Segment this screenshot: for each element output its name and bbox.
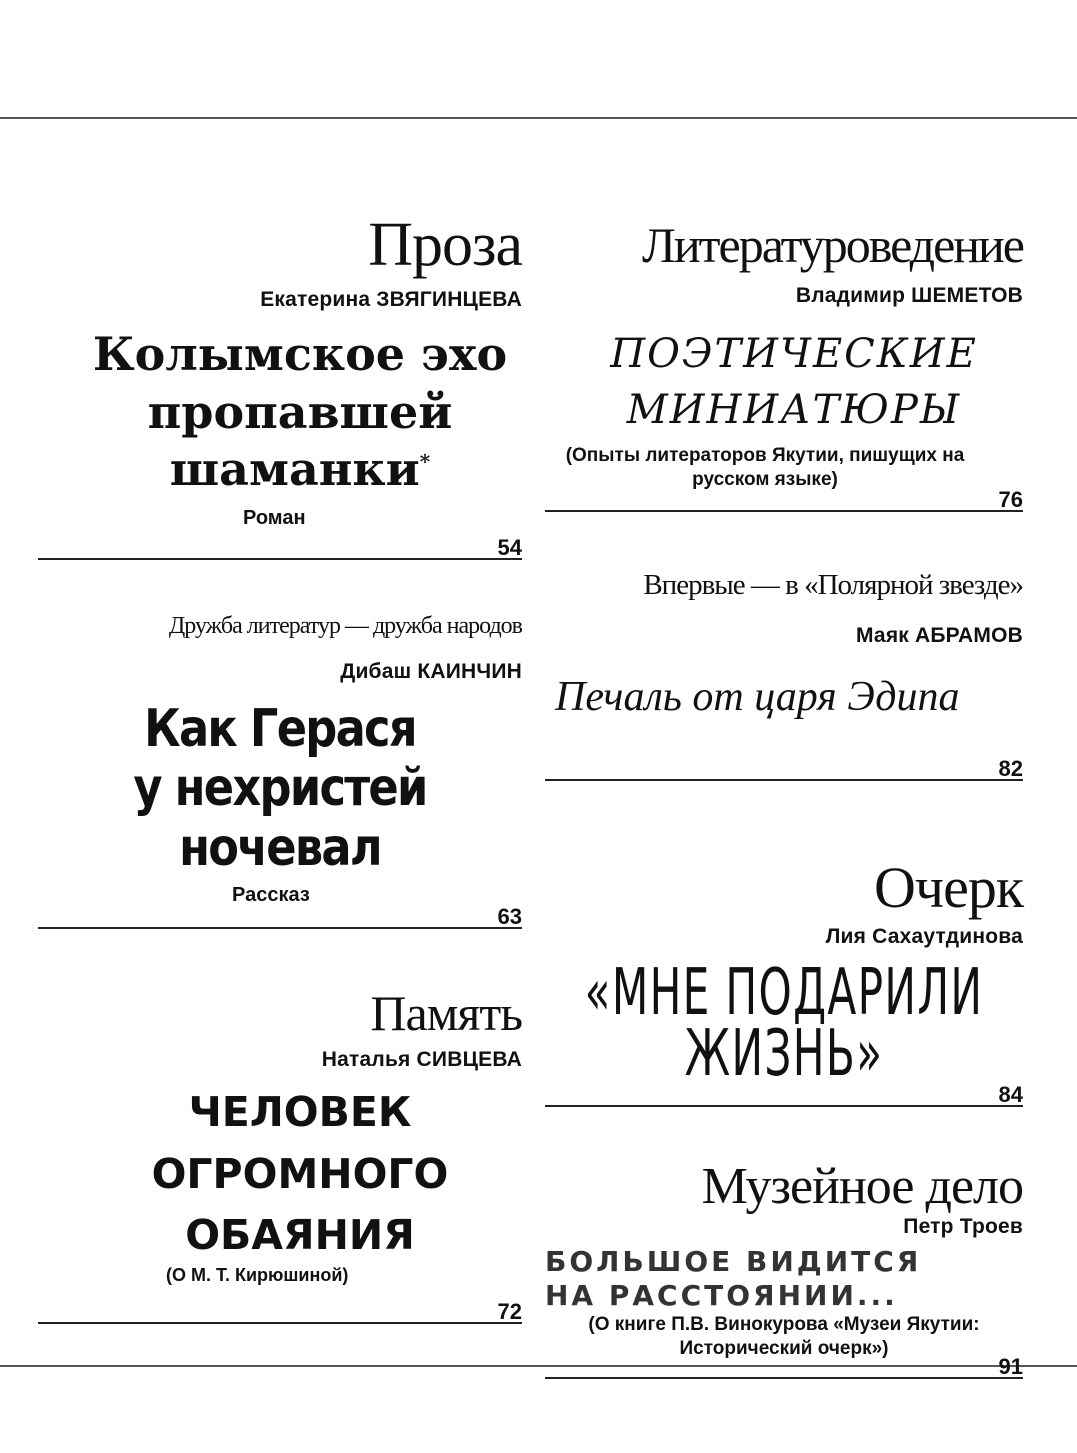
left-column [38, 200, 522, 1368]
page-number: 54 [497, 534, 522, 560]
genre-label: Рассказ [232, 883, 310, 906]
page-number: 72 [497, 1298, 522, 1324]
author-name: Лия Сахаутдинова [825, 925, 1023, 948]
section-heading: Память [370, 985, 522, 1041]
toc-entry-muzeynoe-delo[interactable] [545, 1158, 1023, 1401]
page-number: 91 [998, 1353, 1023, 1379]
work-title: «МНЕ ПОДАРИЛИ ЖИЗНЬ» [584, 956, 984, 1091]
page-number: 76 [998, 486, 1023, 512]
page-line [38, 901, 522, 929]
page-number: 82 [998, 756, 1023, 782]
section-heading: Литературоведение [642, 217, 1023, 273]
work-title: Колымское эхо пропавшей шаманки* [92, 327, 508, 496]
subtitle-note: (Опыты литераторов Якутии, пишущих на русском языке) [565, 445, 965, 490]
top-rule [0, 117, 1077, 119]
author-name: Владимир ШЕМЕТОВ [795, 284, 1023, 307]
work-title: БОЛЬШОЕ ВИДИТСЯ НА РАССТОЯНИИ... [545, 1245, 922, 1313]
author-name: Наталья СИВЦЕВА [321, 1048, 522, 1071]
page-line [38, 1296, 522, 1324]
page-number: 63 [497, 903, 522, 929]
section-heading: Впервые — в «Полярной звезде» [643, 569, 1023, 601]
section-heading: Музейное дело [701, 1158, 1023, 1215]
toc-entry-druzhba[interactable] [38, 614, 522, 974]
genre-label: Роман [243, 506, 306, 529]
work-title: Как Герася у нехристей ночевал [133, 699, 427, 878]
toc-entry-pamyat[interactable] [38, 985, 522, 1368]
toc-entry-vpervye[interactable] [545, 571, 1023, 839]
subtitle-note: (О книге П.В. Винокурова «Музеи Якутии: Исторический очерк») [588, 1314, 980, 1360]
right-column [545, 200, 1023, 1401]
page-number: 84 [998, 1081, 1023, 1107]
toc-entry-literaturovedenie[interactable] [545, 217, 1023, 543]
author-name: Маяк АБРАМОВ [855, 624, 1023, 647]
genre-label: (О М. Т. Кирюшиной) [166, 1264, 349, 1285]
footnote-asterisk: * [419, 449, 431, 474]
section-heading: Проза [368, 211, 522, 279]
author-name: Екатерина ЗВЯГИНЦЕВА [260, 288, 522, 311]
work-title: ЧЕЛОВЕК ОГРОМНОГО ОБАЯНИЯ [151, 1088, 449, 1259]
page-line [545, 753, 1023, 781]
work-title: Печаль от царя Эдипа [555, 674, 960, 720]
work-title: ПОЭТИЧЕСКИЕ МИНИАТЮРЫ [610, 331, 978, 433]
page-line [545, 1351, 1023, 1379]
author-name: Петр Троев [903, 1215, 1023, 1238]
page-line [545, 1079, 1023, 1107]
page-line [545, 484, 1023, 512]
toc-entry-proza[interactable] [38, 211, 522, 592]
toc-entry-ocherk[interactable] [545, 855, 1023, 1151]
section-heading: Очерк [874, 855, 1023, 920]
section-heading: Дружба литератур — дружба народов [168, 613, 522, 639]
author-name: Дибаш КАИНЧИН [340, 660, 522, 683]
page-line [38, 532, 522, 560]
